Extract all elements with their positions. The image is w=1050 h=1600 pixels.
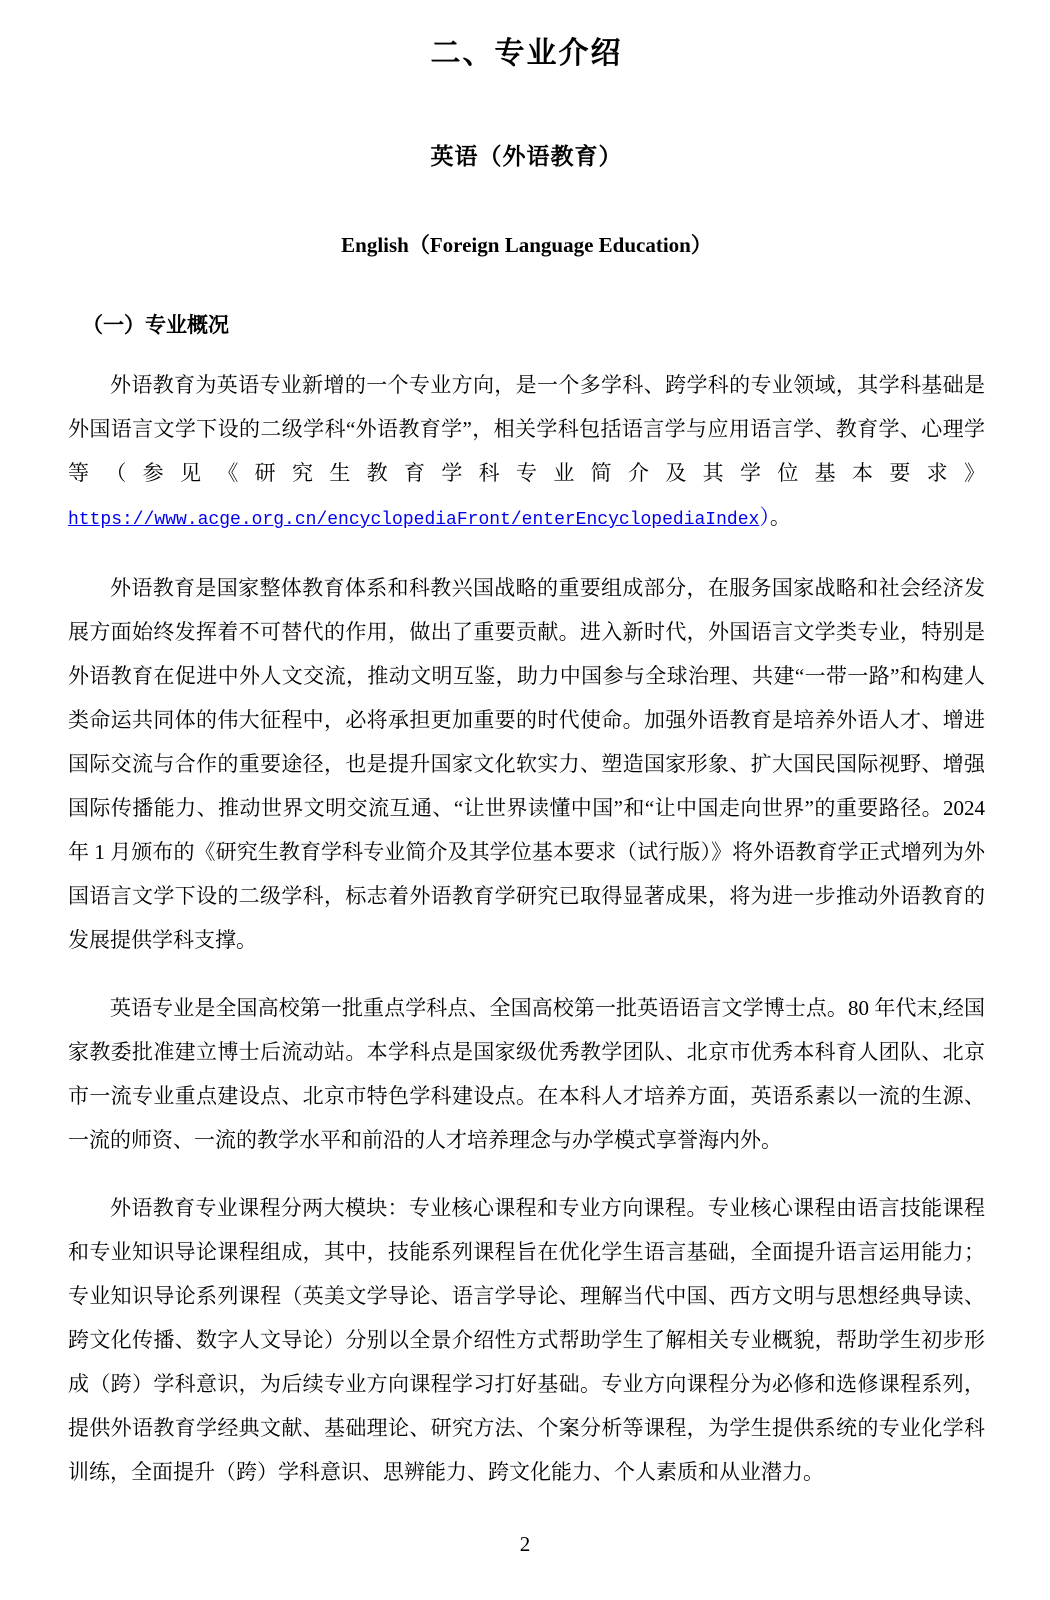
subsection-heading-overview: （一）专业概况 — [82, 314, 229, 337]
major-title-chinese: 英语（外语教育） — [430, 143, 623, 169]
closing-period: 。 — [769, 505, 791, 529]
intro-paragraph — [68, 363, 985, 542]
paragraph-national-strategy: 外语教育是国家整体教育体系和科教兴国战略的重要组成部分，在服务国家战略和社会经济发展方面始终发挥着不可替代的作用，做出了重要贡献。进入新时代，外国语言文学类专业，特别是外语教育在促进中外人文交流，推动文明互鉴，助力中国参与全球治理、共建“一带一路”和构建人类命运共同体的伟大征程中，必将承担更加重要的时代使命。加强外语教育是培养外语人才、增进国际交流与合作的重要途径，也是提升国家文化软实力、塑造国家形象、扩大国民国际视野、增强国际传播能力、推动世界文明交流互通、“让世界读懂中国”和“让中国走向世界”的重要路径。2024 年 1 月颁布的《研究生教育学科专业简介及其学位基本要求（试行版）》将外语教育学正式增列为外国语言文学下设的二级学科，标志着外语教育学研究已取得显著成果，将为进一步推动外语教育的发展提供学科支撑。 — [68, 576, 985, 952]
encyclopedia-url-link[interactable]: https://www.acge.org.cn/encyclopediaFront/enterEncyclopediaIndex — [68, 510, 760, 530]
paragraph-curriculum-modules: 外语教育专业课程分两大模块：专业核心课程和专业方向课程。专业核心课程由语言技能课程和专业知识导论课程组成，其中，技能系列课程旨在优化学生语言基础，全面提升语言运用能力；专业知识导论系列课程（英美文学导论、语言学导论、理解当代中国、西方文明与思想经典导读、跨文化传播、数字人文导论）分别以全景介绍性方式帮助学生了解相关专业概貌，帮助学生初步形成（跨）学科意识，为后续专业方向课程学习打好基础。专业方向课程分为必修和选修课程系列，提供外语教育学经典文献、基础理论、研究方法、个案分析等课程，为学生提供系统的专业化学科训练，全面提升（跨）学科意识、思辨能力、跨文化能力、个人素质和从业潜力。 — [68, 1196, 985, 1484]
paragraph-discipline-history: 英语专业是全国高校第一批重点学科点、全国高校第一批英语语言文学博士点。80 年代末,经国家教委批准建立博士后流动站。本学科点是国家级优秀教学团队、北京市优秀本科育人团队、北京市一流专业重点建设点、北京市特色学科建设点。在本科人才培养方面，英语系素以一流的生源、一流的师资、一流的教学水平和前沿的人才培养理念与办学模式享誉海内外。 — [68, 996, 985, 1152]
major-title-english: English（Foreign Language Education） — [341, 233, 712, 257]
intro-paragraph-text: 外语教育为英语专业新增的一个专业方向，是一个多学科、跨学科的专业领域，其学科基础是外国语言文学下设的二级学科“外语教育学”，相关学科包括语言学与应用语言学、教育学、心理学等（参见《研究生教育学科专业简介及其学位基本要求》 — [68, 373, 985, 485]
page-number: 2 — [519, 1532, 531, 1556]
closing-paren: ） — [759, 505, 770, 529]
section-title: 二、专业介绍 — [430, 37, 623, 70]
